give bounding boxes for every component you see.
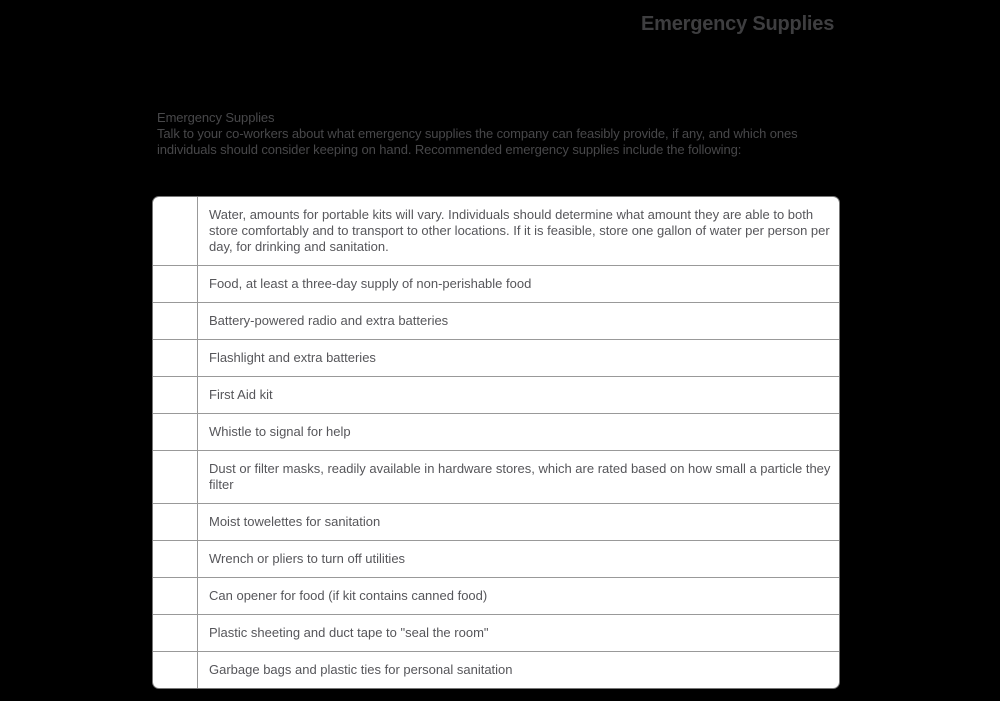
intro-block bbox=[157, 110, 829, 158]
table-row bbox=[153, 414, 839, 451]
supply-item-text: Dust or filter masks, readily available in hardware stores, which are rated based on how small a particle they filter bbox=[209, 461, 831, 492]
checkbox-cell bbox=[153, 414, 198, 450]
checkbox-cell bbox=[153, 541, 198, 577]
supply-item-text: Can opener for food (if kit contains canned food) bbox=[209, 588, 488, 603]
supplies-table bbox=[152, 196, 840, 689]
checkbox-cell bbox=[153, 451, 198, 503]
checkbox-cell bbox=[153, 652, 198, 688]
table-row bbox=[153, 615, 839, 652]
intro-paragraph: Talk to your co-workers about what emergency supplies the company can feasibly provide, if any, and which ones individuals should consider keeping on hand. Recommended emergency supplies include the following: bbox=[157, 126, 798, 157]
table-row bbox=[153, 504, 839, 541]
table-row bbox=[153, 266, 839, 303]
checkbox-cell bbox=[153, 303, 198, 339]
supply-item-text: Garbage bags and plastic ties for personal sanitation bbox=[209, 662, 513, 677]
table-row bbox=[153, 377, 839, 414]
checkbox-cell bbox=[153, 340, 198, 376]
supply-item-text: Food, at least a three-day supply of non-perishable food bbox=[209, 276, 532, 291]
checkbox-cell bbox=[153, 266, 198, 302]
table-row bbox=[153, 197, 839, 266]
supply-item-text: Water, amounts for portable kits will vary. Individuals should determine what amount they are able to both store comfortably and to transport to other locations. If it is feasible, store one gallon of water per person per day, for drinking and sanitation. bbox=[209, 207, 830, 254]
table-row bbox=[153, 451, 839, 504]
page-title: Emergency Supplies bbox=[641, 13, 835, 35]
checkbox-cell bbox=[153, 197, 198, 265]
table-row bbox=[153, 303, 839, 340]
table-row bbox=[153, 541, 839, 578]
supply-item-text: Wrench or pliers to turn off utilities bbox=[209, 551, 406, 566]
table-row bbox=[153, 578, 839, 615]
supply-item-text: Battery-powered radio and extra batteries bbox=[209, 313, 449, 328]
supply-item-text: Whistle to signal for help bbox=[209, 424, 351, 439]
table-row bbox=[153, 340, 839, 377]
intro-heading: Emergency Supplies bbox=[157, 110, 275, 125]
supply-item-text: Moist towelettes for sanitation bbox=[209, 514, 381, 529]
supply-item-text: Flashlight and extra batteries bbox=[209, 350, 376, 365]
checkbox-cell bbox=[153, 377, 198, 413]
checkbox-cell bbox=[153, 578, 198, 614]
checkbox-cell bbox=[153, 615, 198, 651]
supply-item-text: First Aid kit bbox=[209, 387, 273, 402]
supply-item-text: Plastic sheeting and duct tape to "seal the room" bbox=[209, 625, 489, 640]
checkbox-cell bbox=[153, 504, 198, 540]
table-row bbox=[153, 652, 839, 688]
